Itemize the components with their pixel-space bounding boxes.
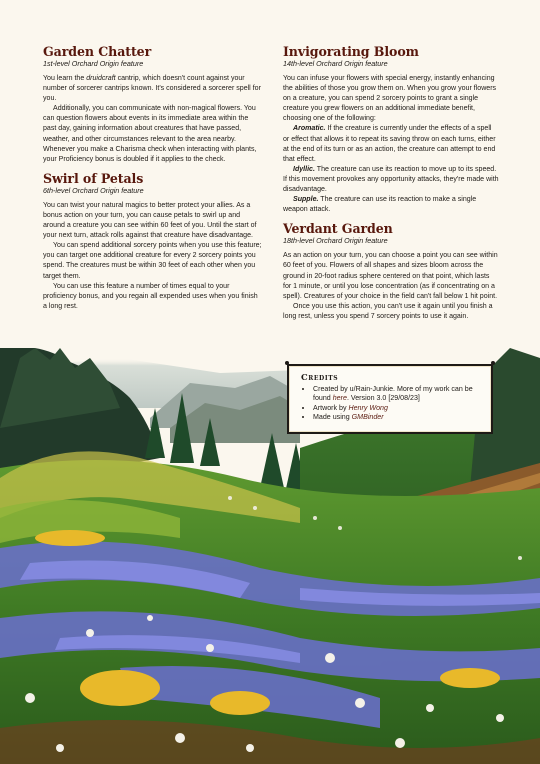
option-aromatic: Aromatic. If the creature is currently under the effects of a spell or effect that allows it to repeat its saving throw on each turns, either at the end of its turn or as an action, the creature can attempt to end that effect. <box>283 125 496 163</box>
section-subtitle: 18th-level Orchard Origin feature <box>283 236 388 246</box>
credits-title: Credits <box>301 372 339 382</box>
section-subtitle: 14th-level Orchard Origin feature <box>283 59 388 68</box>
section-subtitle: 1st-level Orchard Origin feature <box>43 59 144 68</box>
section-invigorating-bloom <box>283 44 499 215</box>
paragraph: You can use this feature a number of times equal to your proficiency bonus, and you regain all expended uses when you finish a long rest. <box>43 282 258 310</box>
paragraph: You learn the druidcraft cantrip, which doesn't count against your number of sorcerer cantrips known. It's considered a sorcerer spell for you. <box>43 75 261 103</box>
credits-box <box>287 364 493 434</box>
credits-item: • Made using GMBinder <box>313 413 483 422</box>
section-garden-chatter <box>43 44 263 165</box>
credits-item: • Created by u/Rain-Junkie. More of my work can be found here. Version 3.0 [29/08/23] <box>313 385 483 404</box>
option-supple: Supple. The creature can use its reaction to make a single weapon attack. <box>283 196 477 214</box>
section-title: Verdant Garden <box>283 221 393 237</box>
credits-item: • Artwork by Henry Wong <box>313 404 483 413</box>
paragraph: You can twist your natural magics to better protect your allies. As a bonus action on your turn, you can cause petals to swirl up and around a creature you can see within 60 feet of you. Until the start of your next turn, attack rolls against that creature have disadvantage. <box>43 201 257 240</box>
paragraph: Additionally, you can communicate with non-magical flowers. You can question flowers about events in its immediate area within the past day, gaining information about creatures that have passed, weather, and other circumstances relevant to the area nearby. Whenever you make a Charisma check when interacting with plants, your Proficiency bonus is doubled if it applies to the check. <box>43 105 257 163</box>
here-link[interactable]: here <box>332 394 347 403</box>
option-idyllic: Idyllic. The creature can use its reaction to move up to its speed. If this movement provokes any opportunity attacks, they're made with disadvantage. <box>283 165 499 194</box>
paragraph: You can spend additional sorcery points when you use this feature; you can target one additional creature for every 2 sorcery points you spend. The creatures must be within 30 feet of each other when you target them. <box>43 242 262 280</box>
gmbinder-link[interactable]: GMBinder <box>351 412 384 421</box>
section-subtitle: 6th-level Orchard Origin feature <box>43 185 144 195</box>
section-swirl-of-petals <box>43 171 263 312</box>
section-title: Swirl of Petals <box>43 170 144 186</box>
section-title: Invigorating Bloom <box>283 44 419 59</box>
paragraph: Once you use this action, you can't use it again until you finish a long rest, unless you spend 7 sorcery points to use it again. <box>283 302 493 320</box>
right-column <box>283 44 499 328</box>
paragraph: As an action on your turn, you can choose a point you can see within 60 feet of you. Flowers of all shapes and sizes bloom across the ground in 20-foot radius sphere centered on that point, which lasts for 1 minute, or until you lose concentration (as if concentrating on a spell). Creatures of your choice in the field can't fall below 1 hit point. <box>283 252 498 300</box>
section-title: Garden Chatter <box>43 44 152 59</box>
credits-list <box>297 385 483 422</box>
section-verdant-garden <box>283 221 499 322</box>
artist-link[interactable]: Henry Wong <box>348 403 388 412</box>
paragraph: You can infuse your flowers with special energy, instantly enhancing the abilities of those you grow them on. When you grow your flowers on a creature, you can spend 2 sorcery points to grant a single creature you grew flowers on an additional immediate benefit, choosing one of the following: <box>283 75 497 123</box>
left-column <box>43 44 263 318</box>
